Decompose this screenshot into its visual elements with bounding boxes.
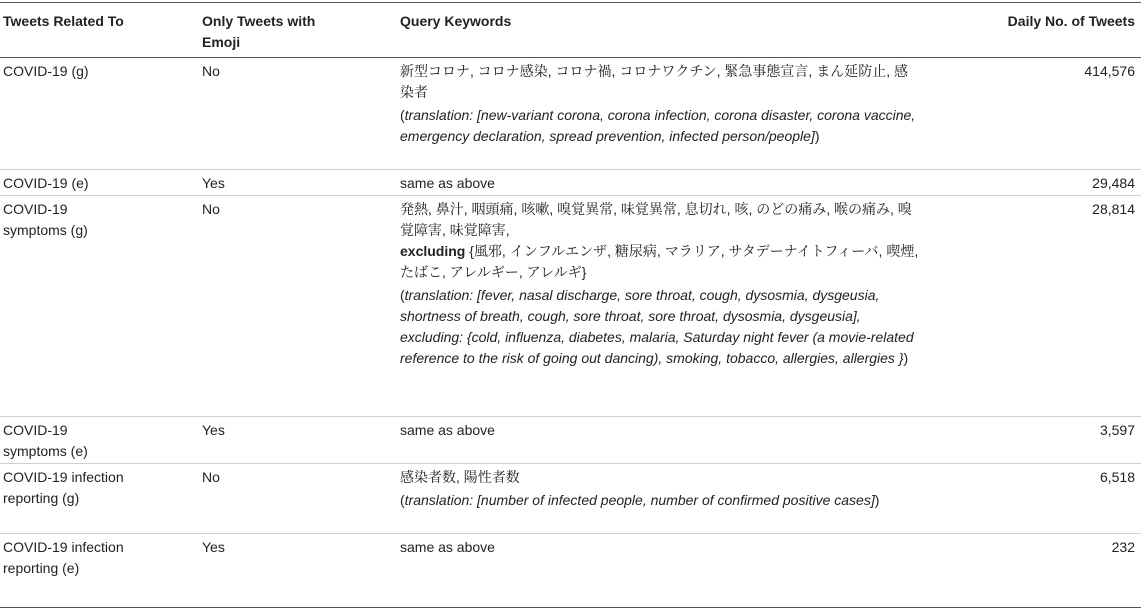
- header-daily-no-of-tweets: Daily No. of Tweets: [1007, 13, 1135, 29]
- row-3-emoji: No: [202, 201, 220, 217]
- row-3-daily: 28,814: [1092, 201, 1135, 217]
- row-4-related: COVID-19 symptoms (e): [3, 422, 88, 459]
- row-2-related: COVID-19 (e): [3, 175, 89, 191]
- row-5-daily: 6,518: [1099, 469, 1135, 485]
- row-3-keywords-jp: 発熱, 鼻汁, 咽頭痛, 咳嗽, 嗅覚異常, 味覚異常, 息切れ, 咳, のどの痛み, 喉の痛み, 嗅覚障害, 味覚障害,: [400, 201, 912, 238]
- row-1-keywords: [400, 61, 920, 147]
- table-top-rule: [0, 2, 1141, 3]
- row-3-translation: (translation: [fever, nasal discharge, sore throat, cough, dysosmia, dysgeusia, shortness of breath, cough, sore throat, sore throat, dysosmia, dysgeusia], excluding: {cold, influenza, diabetes, malaria, Saturday night fever (a movie-related reference to the risk of going out dancing), smoking, tobacco, allergies, allergies }): [400, 287, 914, 366]
- header-tweets-related-to: Tweets Related To: [3, 13, 124, 29]
- row-divider: [0, 533, 1141, 534]
- row-4-emoji: Yes: [202, 422, 225, 438]
- row-6-related: COVID-19 infection reporting (e): [3, 539, 124, 576]
- row-1-emoji: No: [202, 63, 220, 79]
- row-2-daily: 29,484: [1092, 175, 1135, 191]
- row-5-keywords-jp: 感染者数, 陽性者数: [400, 469, 520, 485]
- row-5-keywords: [400, 467, 920, 511]
- row-4-daily: 3,597: [1099, 422, 1135, 438]
- row-5-related: COVID-19 infection reporting (g): [3, 469, 124, 506]
- row-3-related: COVID-19 symptoms (g): [3, 201, 88, 238]
- row-1-keywords-jp: 新型コロナ, コロナ感染, コロナ禍, コロナワクチン, 緊急事態宣言, まん延防止, 感染者: [400, 63, 908, 100]
- row-divider: [0, 416, 1141, 417]
- row-2-emoji: Yes: [202, 175, 225, 191]
- row-2-keywords: same as above: [400, 175, 495, 191]
- header-only-tweets-with-emoji: Only Tweets with Emoji: [202, 13, 316, 50]
- row-4-keywords: same as above: [400, 422, 495, 438]
- row-1-daily: 414,576: [1084, 63, 1135, 79]
- row-6-emoji: Yes: [202, 539, 225, 555]
- row-divider: [0, 463, 1141, 464]
- row-6-daily: 232: [1111, 539, 1135, 555]
- row-6-keywords: same as above: [400, 539, 495, 555]
- row-divider: [0, 169, 1141, 170]
- row-1-translation: (translation: [new-variant corona, corona infection, corona disaster, corona vaccine, emergency declaration, spread prevention, infected person/people]): [400, 107, 916, 144]
- row-divider: [0, 195, 1141, 196]
- row-5-emoji: No: [202, 469, 220, 485]
- row-5-translation: (translation: [number of infected people, number of confirmed positive cases]): [400, 492, 880, 508]
- table-bottom-rule: [0, 607, 1141, 608]
- row-3-keywords: [400, 199, 920, 369]
- header-rule: [0, 57, 1141, 58]
- row-1-related: COVID-19 (g): [3, 63, 89, 79]
- row-3-excluding: excluding {風邪, インフルエンザ, 糖尿病, マラリア, サタデーナイトフィーバ, 喫煙, たばこ, アレルギー, アレルギ}: [400, 243, 919, 280]
- header-query-keywords: Query Keywords: [400, 13, 512, 29]
